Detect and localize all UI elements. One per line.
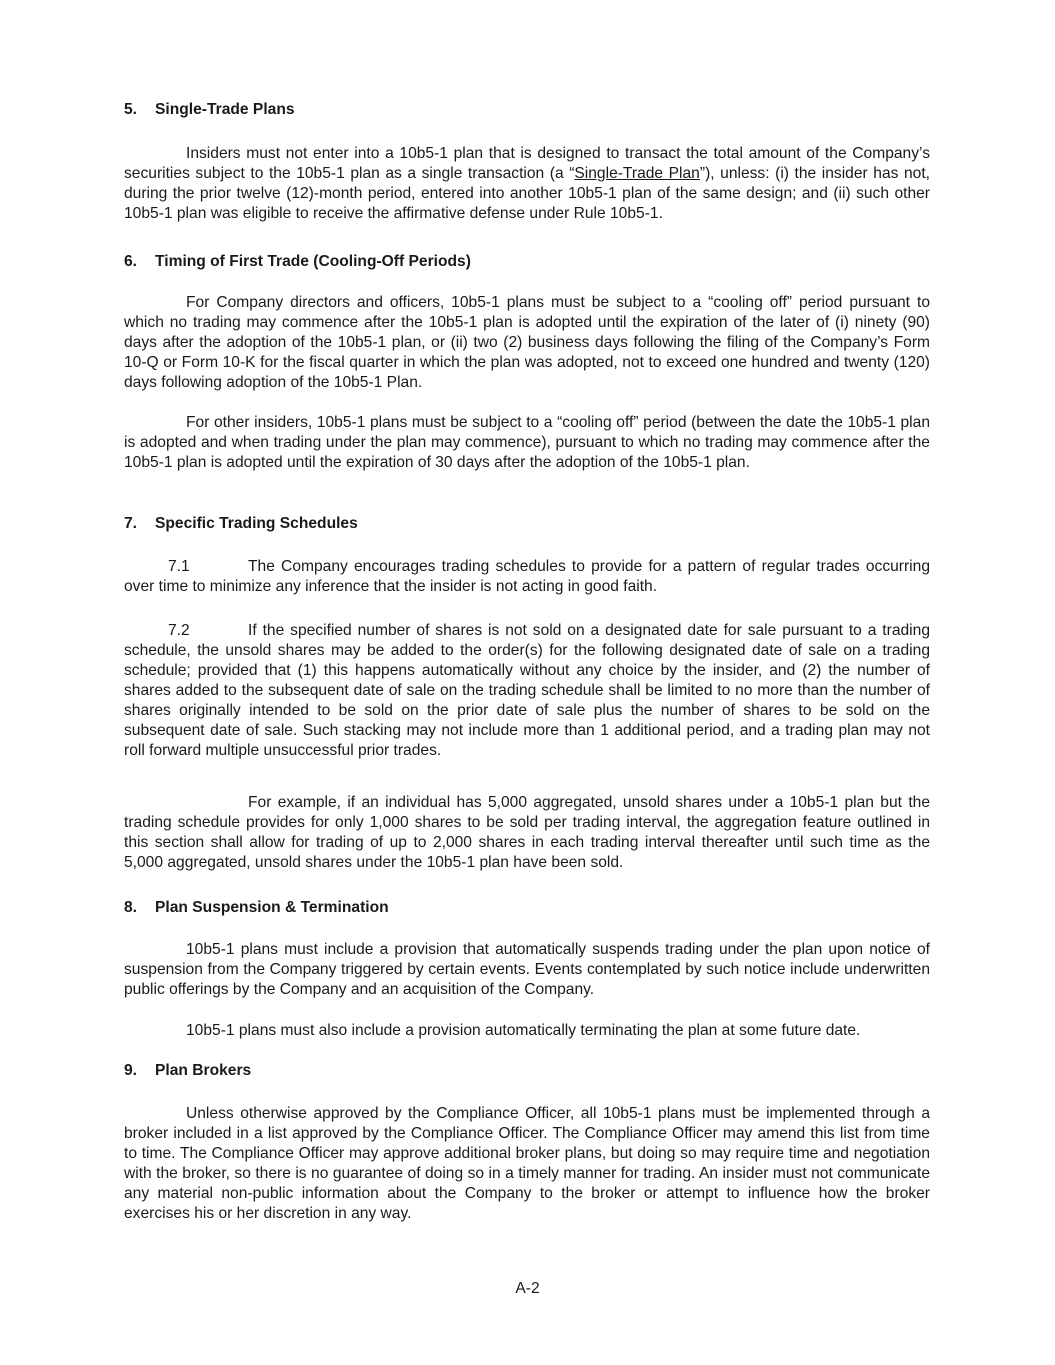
section-6-heading bbox=[124, 253, 471, 271]
section-8-paragraph-2: 10b5-1 plans must also include a provision automatically terminating the plan at some future date. bbox=[186, 1022, 861, 1039]
subsection-text: The Company encourages trading schedules to provide for a pattern of regular trades occurring over time to minimize any inference that the insider is not acting in good faith. bbox=[124, 558, 930, 595]
subsection-number: 7.1 bbox=[168, 558, 190, 575]
subsection-7-1 bbox=[124, 557, 930, 597]
section-8-paragraph-1: 10b5-1 plans must include a provision that automatically suspends trading under the plan upon notice of suspension from the Company triggered by certain events. Events contemplated by such notice include underwritten public offerings by the Company and an acquisition of the Company. bbox=[124, 941, 930, 998]
section-8-heading bbox=[124, 899, 389, 917]
section-number: 5. bbox=[124, 101, 138, 118]
section-5-heading bbox=[124, 101, 295, 119]
subsection-text: If the specified number of shares is not sold on a designated date for sale pursuant to a trading schedule, the unsold shares may be added to the order(s) for the following designated date of sale on a trading schedule; provided that (1) this happens automatically without any choice by the insider, and (2) the number of shares added to the subsequent date of sale on the trading schedule shall be limited to no more than the number of shares originally intended to be sold on the prior date of sale plus the number of shares to be sold on the subsequent date of sale. Such stacking may not include more than 1 additional period, and a trading plan may not roll forward multiple unsuccessful prior trades. bbox=[124, 622, 930, 759]
section-title: Plan Brokers bbox=[155, 1062, 252, 1079]
section-5-paragraph bbox=[124, 144, 930, 224]
section-9-heading bbox=[124, 1062, 251, 1080]
section-title: Plan Suspension & Termination bbox=[155, 899, 389, 916]
section-number: 8. bbox=[124, 899, 138, 916]
subsection-number: 7.2 bbox=[168, 622, 190, 639]
section-9-paragraph: Unless otherwise approved by the Compliance Officer, all 10b5-1 plans must be implemented through a broker included in a list approved by the Compliance Officer. The Compliance Officer may amend this list from time to time. The Compliance Officer may approve additional broker plans, but doing so may require time and negotiation with the broker, so there is no guarantee of doing so in a timely manner for trading. An insider must not communicate any material non-public information about the Company to the broker or attempt to influence how the broker exercises his or her discretion in any way. bbox=[124, 1105, 930, 1222]
section-7-heading bbox=[124, 515, 358, 533]
section-7-example: For example, if an individual has 5,000 aggregated, unsold shares under a 10b5-1 plan but the trading schedule provides for only 1,000 shares to be sold per trading interval, the aggregation feature outlined in this section shall allow for trading of up to 2,000 shares in each trading interval thereafter until such time as the 5,000 aggregated, unsold shares under the 10b5-1 plan have been sold. bbox=[124, 794, 930, 871]
page-number: A-2 bbox=[515, 1280, 540, 1297]
section-number: 7. bbox=[124, 515, 138, 532]
subsection-7-2 bbox=[124, 621, 930, 761]
section-title: Single-Trade Plans bbox=[155, 101, 295, 118]
section-number: 9. bbox=[124, 1062, 138, 1079]
section-title: Timing of First Trade (Cooling-Off Periods) bbox=[155, 253, 471, 270]
defined-term: Single-Trade Plan bbox=[574, 165, 700, 182]
section-title: Specific Trading Schedules bbox=[155, 515, 358, 532]
section-6-paragraph-2: For other insiders, 10b5-1 plans must be subject to a “cooling off” period (between the date the 10b5-1 plan is adopted and when trading under the plan may commence), pursuant to which no trading may commence after the 10b5-1 plan is adopted until the expiration of 30 days after the adoption of the 10b5-1 plan. bbox=[124, 414, 930, 471]
section-number: 6. bbox=[124, 253, 138, 270]
paragraph-text: ”), unless: (i) the insider has not, during the prior twelve (12)-month period, entered into another 10b5-1 plan of the same design; and (ii) such other 10b5-1 plan was eligible to receive the affirmative defense under Rule 10b5-1. bbox=[124, 165, 930, 222]
paragraph-text: Insiders must not enter into a 10b5-1 plan that is designed to transact the total amount of the Company’s securities subject to the 10b5-1 plan as a single transaction (a “ bbox=[124, 145, 930, 182]
section-6-paragraph-1: For Company directors and officers, 10b5-1 plans must be subject to a “cooling off” period pursuant to which no trading may commence after the 10b5-1 plan is adopted until the expiration of the later of (i) ninety (90) days after the adoption of the 10b5-1 plan, or (ii) two (2) business days following the filing of the Company’s Form 10-Q or Form 10-K for the fiscal quarter in which the plan was adopted, not to exceed one hundred and twenty (120) days following adoption of the 10b5-1 Plan. bbox=[124, 294, 930, 391]
